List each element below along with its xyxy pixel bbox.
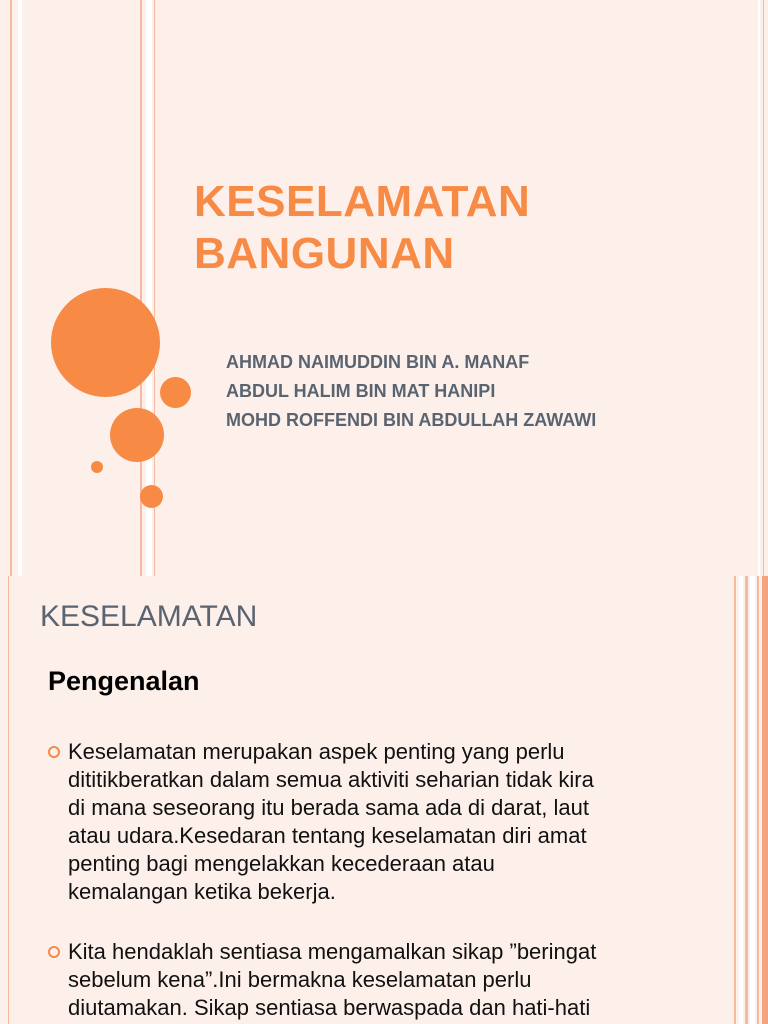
author-name: MOHD ROFFENDI BIN ABDULLAH ZAWAWI: [226, 410, 597, 430]
decorative-circle-small: [160, 377, 191, 408]
decorative-stripe: [734, 576, 736, 1024]
bullet-text: [68, 738, 648, 906]
bullet-text-line: sebelum kena”.Ini bermakna keselamatan perlu: [68, 967, 532, 992]
slide-title: [194, 176, 530, 280]
author-list: [226, 348, 596, 435]
bullet-text-line: Kita hendaklah sentiasa mengamalkan sikap ”beringat: [68, 939, 597, 964]
decorative-stripe: [739, 576, 743, 1024]
author-name: ABDUL HALIM BIN MAT HANIPI: [226, 381, 496, 401]
slide-title: KESELAMATAN: [40, 600, 258, 633]
bullet-item: [48, 738, 648, 906]
bullet-text-line: dititikberatkan dalam semua aktiviti seharian tidak kira: [68, 767, 594, 792]
bullet-text-line: di mana seseorang itu berada sama ada di darat, laut: [68, 795, 589, 820]
decorative-circle-medium: [110, 408, 164, 462]
decorative-stripe: [750, 576, 755, 1024]
decorative-stripe: [8, 576, 9, 1024]
decorative-stripe: [758, 0, 760, 576]
bullet-text-line: kemalangan ketika bekerja.: [68, 879, 336, 904]
decorative-stripe: [18, 0, 22, 576]
decorative-circle-small: [140, 485, 163, 508]
decorative-circle-large: [51, 288, 160, 397]
bullet-list: [48, 738, 648, 1024]
decorative-circle-tiny: [91, 461, 103, 473]
bullet-text-line: Keselamatan merupakan aspek penting yang perlu: [68, 739, 565, 764]
content-slide: [0, 576, 768, 1024]
bullet-circle-icon: [48, 946, 60, 958]
decorative-stripe: [757, 576, 759, 1024]
decorative-stripe: [762, 576, 768, 1024]
slide-title-line: BANGUNAN: [194, 229, 455, 278]
author-name: AHMAD NAIMUDDIN BIN A. MANAF: [226, 352, 530, 372]
bullet-text: [68, 938, 648, 1022]
decorative-stripe: [763, 0, 764, 576]
bullet-item: [48, 938, 648, 1022]
slide-title-line: KESELAMATAN: [194, 177, 531, 226]
decorative-stripe: [10, 0, 12, 576]
bullet-text-line: atau udara.Kesedaran tentang keselamatan diri amat: [68, 823, 587, 848]
decorative-stripe: [745, 576, 748, 1024]
bullet-text-line: penting bagi mengelakkan kecederaan atau: [68, 851, 495, 876]
bullet-text-line: diutamakan. Sikap sentiasa berwaspada dan hati-hati: [68, 995, 591, 1020]
bullet-circle-icon: [48, 746, 60, 758]
section-heading: Pengenalan: [48, 666, 200, 696]
